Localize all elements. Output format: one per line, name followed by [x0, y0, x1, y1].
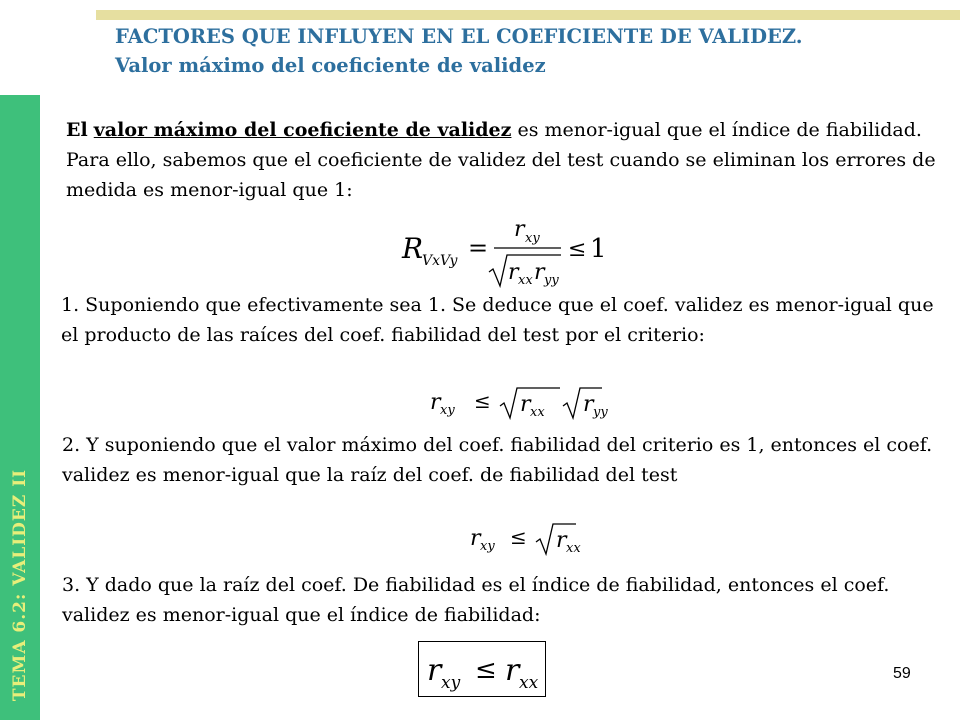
formula2-sub-xy: xy — [440, 403, 455, 418]
title-line-2: Valor máximo del coeficiente de validez — [115, 54, 546, 77]
formula2-r: r — [430, 390, 441, 415]
formula-boxed-result — [418, 641, 546, 697]
formula3-sub-xy: xy — [480, 539, 495, 554]
formula4-sub-xy: xy — [441, 673, 461, 693]
formula3-sub-xx: xx — [566, 541, 581, 556]
formula3-rel: ≤ — [510, 525, 527, 549]
sidebar-label: TEMA 6.2: VALIDEZ II — [10, 468, 30, 702]
formula3-r1: r — [556, 528, 567, 553]
formula1-numerator-sub: xy — [525, 231, 540, 246]
intro-paragraph — [66, 115, 958, 205]
formula2-r2: r — [583, 392, 594, 417]
formula3-r: r — [470, 526, 481, 551]
page-number: 59 — [893, 665, 911, 682]
formula4-sub-xx: xx — [519, 673, 539, 693]
formula1-numerator: r — [514, 217, 525, 242]
slide-title — [115, 22, 945, 80]
formula1-den-r1: r — [508, 260, 519, 285]
formula1-den-r2-sub: yy — [544, 273, 559, 288]
point-3-paragraph: 3. Y dado que la raíz del coef. De fiabilidad es el índice de fiabilidad, entonces el coef. validez es menor-igual que el índice de fiabilidad: — [62, 574, 890, 626]
formula1-den-r1-sub: xx — [518, 273, 533, 288]
intro-lead: El — [66, 119, 88, 141]
formula1-rel: ≤ — [568, 237, 587, 262]
title-line-1: FACTORES QUE INFLUYEN EN EL COEFICIENTE DE VALIDEZ. — [115, 25, 803, 48]
point-1-paragraph: 1. Suponiendo que efectivamente sea 1. Se deduce que el coef. validez es menor-igual que el producto de las raíces del coef. fiabilidad del test por el criterio: — [61, 294, 934, 346]
intro-rest: es menor-igual que el índice de fiabilidad. Para ello, sabemos que el coeficiente de validez del test cuando se eliminan los errores de medida es menor-igual que 1: — [66, 119, 936, 201]
formula1-lhs: R — [402, 232, 424, 265]
formula-product-roots — [426, 376, 608, 422]
top-accent-bar — [96, 10, 960, 20]
formula1-lhs-sub: VxVy — [422, 253, 458, 269]
formula4-r2: r — [505, 653, 520, 688]
formula-sqrt-reliability — [466, 514, 586, 558]
formula2-r1: r — [520, 392, 531, 417]
formula1-rhs: 1 — [590, 234, 607, 264]
formula4-r: r — [427, 653, 442, 688]
formula4-rel: ≤ — [475, 655, 497, 685]
formula1-den-r2: r — [534, 260, 545, 285]
formula2-sub-xx: xx — [530, 405, 545, 420]
formula1-eq: = — [468, 234, 489, 262]
formula-validity-max — [398, 208, 618, 288]
formula2-sub-yy: yy — [593, 405, 608, 420]
point-2-paragraph: 2. Y suponiendo que el valor máximo del coef. fiabilidad del criterio es 1, entonces el coef. validez es menor-igual que la raíz del coef. de fiabilidad del test — [62, 434, 933, 486]
intro-term: valor máximo del coeficiente de validez — [93, 119, 512, 141]
formula2-rel: ≤ — [474, 389, 491, 413]
